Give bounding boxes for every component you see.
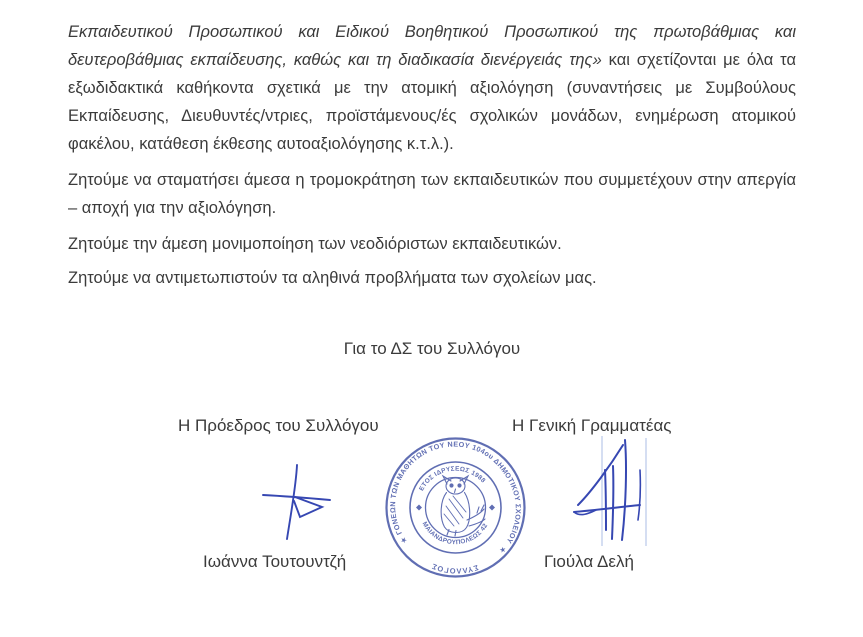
signature-strokes <box>574 440 640 540</box>
president-role-label: Η Πρόεδρος του Συλλόγου <box>178 416 379 435</box>
committee-line: Για το ΔΣ του Συλλόγου <box>343 339 521 358</box>
president-signature <box>258 458 334 544</box>
secretary-role-label: Η Γενική Γραμματέας <box>512 416 672 435</box>
stamp-star-left-icon: ★ <box>399 535 409 545</box>
paragraph-demand-3: Ζητούμε να αντιμετωπιστούν τα αληθινά προβλήματα των σχολείων μας. <box>68 269 597 287</box>
stamp-outer-bottom-text: ΣΥΛΛΟΓΟΣ <box>429 561 480 576</box>
document-body <box>68 18 796 292</box>
stamp-founding-year-text: ΕΤΟΣ ΙΔΡΥΣΕΩΣ 1988 <box>418 465 487 493</box>
association-stamp <box>383 434 528 581</box>
paragraph-demand-2: Ζητούμε την άμεση μονιμοποίηση των νεοδιόριστων εκπαιδευτικών. <box>68 235 562 253</box>
stamp-outer-top-text: ΓΟΝΕΩΝ ΤΩΝ ΜΑΘΗΤΩΝ ΤΟΥ ΝΕΟΥ 104ου ΔΗΜΟΤΙΚΟΥ ΣΧΟΛΕΙΟΥ <box>388 439 523 546</box>
secretary-signature <box>572 436 658 548</box>
quoted-italic-text: Εκπαιδευτικού Προσωπικού και Ειδικού Βοηθητικού Προσωπικού της πρωτοβάθμιας και δευτεροβάθμιας εκπαίδευσης, καθώς και τη διαδικασία διενέργειάς της» <box>68 23 796 69</box>
stamp-address-text: ΜΑΙΑΝΔΡΟΥΠΟΛΕΩΣ 42 <box>420 520 490 547</box>
stamp-diamond-left-icon <box>416 505 422 511</box>
paragraph-regular-text: και σχετίζονται με όλα τα εξωδιδακτικά καθήκοντα σχετικά με την ατομική αξιολόγηση (συναντήσεις με Συμβούλους Εκπαίδευσης, Διευθυντές/ντριες, προϊστάμενους/ές σχολικών μονάδων, ενημέρωση ατομικού φακέλου, κατάθεση έκθεσης αυτοαξιολόγησης κ.τ.λ.). <box>68 51 797 153</box>
stamp-diamond-right-icon <box>489 505 495 511</box>
president-name: Ιωάννα Τουτουντζή <box>203 552 347 571</box>
paragraph-quote-continuation <box>68 18 796 158</box>
paragraph-demand-1: Ζητούμε να σταματήσει άμεσα η τρομοκράτηση των εκπαιδευτικών που συμμετέχουν στην απεργία – αποχή για την αξιολόγηση. <box>68 171 796 217</box>
signature-strokes <box>263 465 330 539</box>
secretary-name: Γιούλα Δελή <box>544 552 634 571</box>
stamp-star-right-icon: ★ <box>497 544 507 554</box>
